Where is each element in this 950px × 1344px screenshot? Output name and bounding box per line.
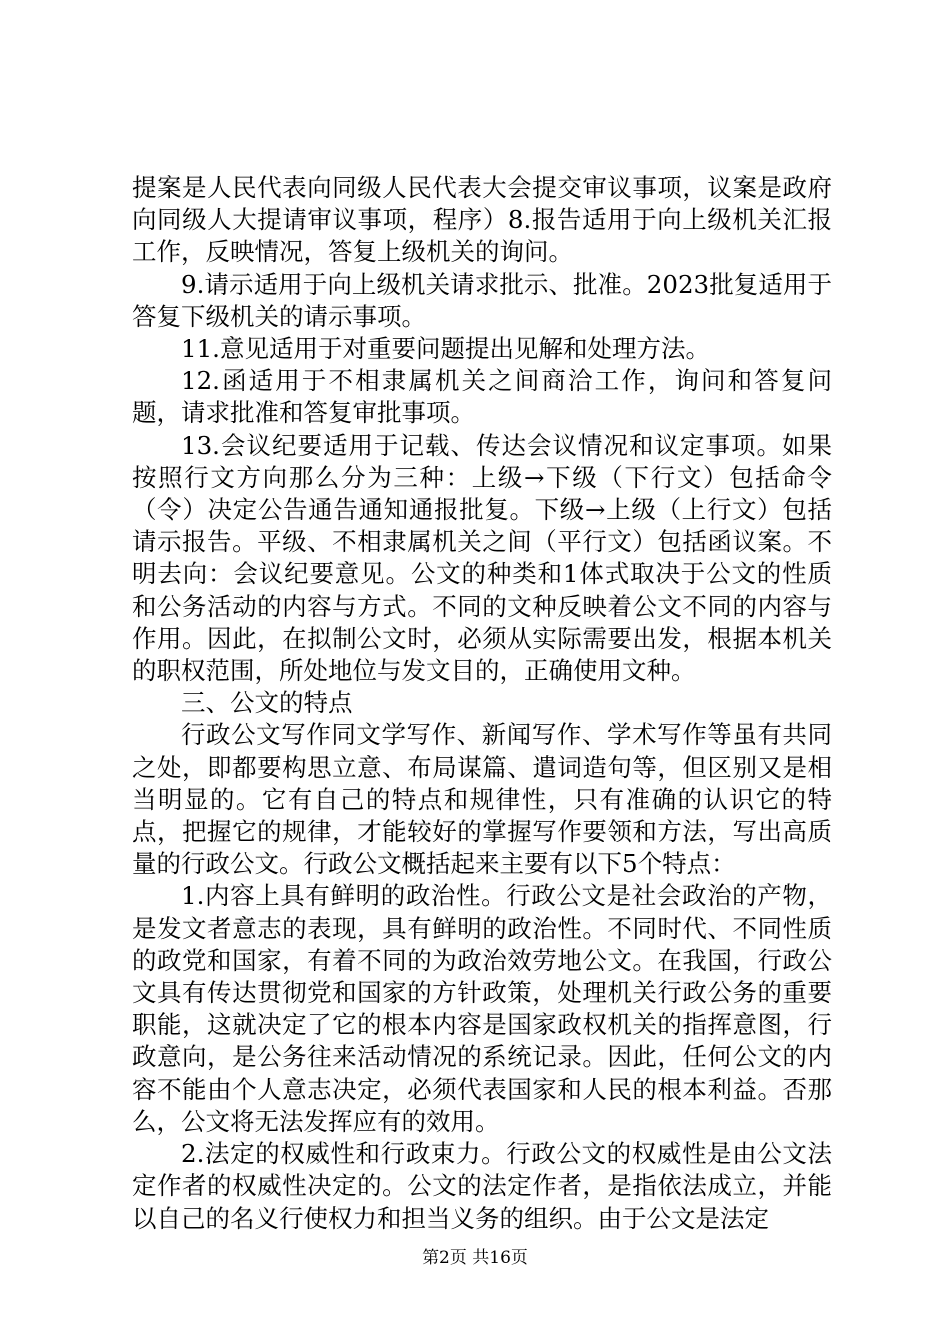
paragraph-feature-2: 2.法定的权威性和行政束力。行政公文的权威性是由公文法定作者的权威性决定的。公文的法定作者，是指依法成立，并能以自己的名义行使权力和担当义务的组织。由于公文是法定: [132, 1139, 832, 1233]
paragraph-item-13: 13.会议纪要适用于记载、传达会议情况和议定事项。如果按照行文方向那么分为三种：上级→下级（下行文）包括命令（令）决定公告通告通知通报批复。下级→上级（上行文）包括请示报告。平级、不相隶属机关之间（平行文）包括函议案。不明去向：会议纪要意见。公文的种类和1体式取决于公文的性质和公务活动的内容与方式。不同的文种反映着公文不同的内容与作用。因此，在拟制公文时，必须从实际需要出发，根据本机关的职权范围，所处地位与发文目的，正确使用文种。: [132, 430, 832, 686]
paragraph-intro: 行政公文写作同文学写作、新闻写作、学术写作等虽有共同之处，即都要构思立意、布局谋篇、遣词造句等，但区别又是相当明显的。它有自己的特点和规律性，只有准确的认识它的特点，把握它的规律，才能较好的掌握写作要领和方法，写出高质量的行政公文。行政公文概括起来主要有以下5个特点：: [132, 720, 832, 879]
paragraph-continuation: 提案是人民代表向同级人民代表大会提交审议事项，议案是政府向同级人大提请审议事项，程序）8.报告适用于向上级机关汇报工作，反映情况，答复上级机关的询问。: [132, 173, 832, 267]
paragraph-item-9: 9.请示适用于向上级机关请求批示、批准。2023批复适用于答复下级机关的请示事项。: [132, 269, 832, 331]
page-number-footer: 第2页 共16页: [422, 1248, 528, 1268]
document-body: [132, 172, 832, 1235]
section-heading: 三、公文的特点: [181, 688, 353, 718]
paragraph-item-11: 11.意见适用于对重要问题提出见解和处理方法。: [181, 334, 710, 364]
paragraph-feature-1: 1.内容上具有鲜明的政治性。行政公文是社会政治的产物，是发文者意志的表现，具有鲜明的政治性。不同时代、不同性质的政党和国家，有着不同的为政治效劳地公文。在我国，行政公文具有传达贯彻党和国家的方针政策，处理机关行政公务的重要职能，这就决定了它的根本内容是国家政权机关的指挥意图，行政意向，是公务往来活动情况的系统记录。因此，任何公文的内容不能由个人意志决定，必须代表国家和人民的根本利益。否那么，公文将无法发挥应有的效用。: [132, 881, 832, 1136]
paragraph-item-12: 12.函适用于不相隶属机关之间商洽工作，询问和答复问题，请求批准和答复审批事项。: [132, 366, 832, 428]
